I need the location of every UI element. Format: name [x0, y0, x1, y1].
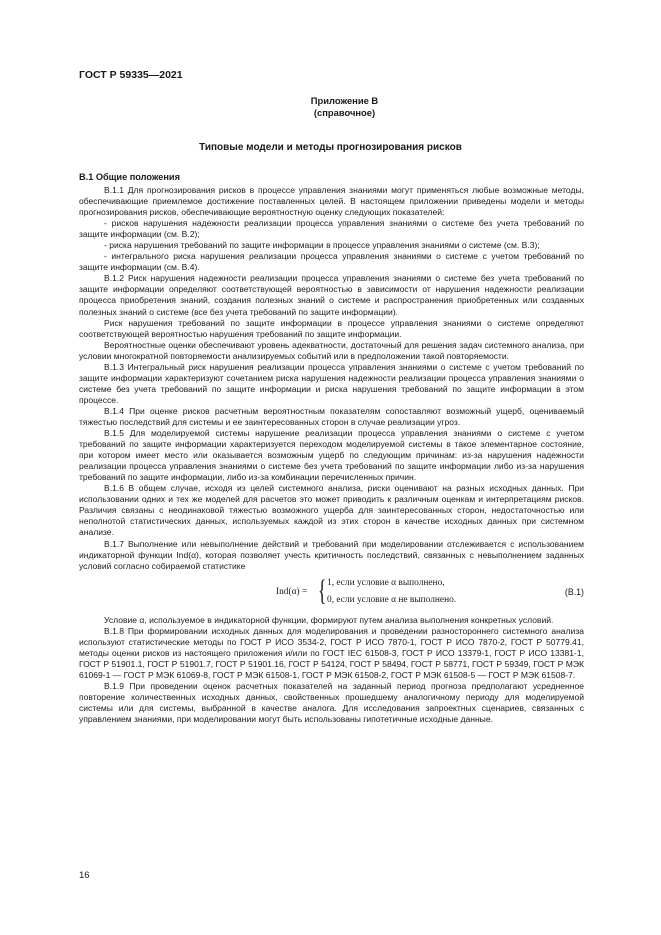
document-title: Типовые модели и методы прогнозирования рисков — [199, 142, 462, 153]
formula-case-2: 0, если условие α не выполнено. — [327, 594, 457, 605]
body-text — [79, 185, 584, 725]
paragraph: - риска нарушения требований по защите информации в процессе управления знаниями о системе (см. В.3); — [104, 240, 540, 251]
brace-icon: { — [317, 573, 327, 607]
paragraph: В.1.5 Для моделируемой системы нарушение реализации процесса управления знаниями о системе с учетом требований по защите информации характеризуется переходом моделируемой системы в такое элементарное состояние, при котором имеет место или оказывается возможным ущерб по следующим причинам: из-за нарушения надежности реализации процесса управления знаниями о системе без учета требований по защите информации либо из-за нарушения требований по защите информации, либо из-за комбинации перечисленных причин. — [79, 428, 584, 483]
paragraph: Условие α, используемое в индикаторной функции, формируют путем анализа выполнения конкретных условий. — [104, 614, 554, 625]
standard-header: ГОСТ Р 59335—2021 — [79, 69, 183, 81]
paragraph: В.1.1 Для прогнозирования рисков в процессе управления знаниями могут применяться любые возможные методы, обеспечивающие приемлемое достижение поставленных целей. В настоящем приложении приведены модели и методы прогнозирования рисков, обеспечивающие вероятностную оценку следующих показателей: — [79, 185, 584, 218]
paragraph: В.1.2 Риск нарушения надежности реализации процесса управления знаниями о системе без учета требований по защите информации определяют соответствующей вероятностью в зависимости от нарушения надежности реализации процесса приобретения знаний, создания полезных знаний о системе и распространения приобретенных или созданных полезных знаний о системе (все без учета требований по защите информации). — [79, 273, 584, 317]
formula-case-1: 1, если условие α выполнено, — [327, 577, 445, 588]
paragraph: В.1.7 Выполнение или невыполнение действий и требований при моделировании отслеживается с использованием индикаторной функции Ind(α), которая позволяет учесть критичность последствий, связанных с невыполнением заданных условий согласно собираемой статистике — [79, 538, 584, 571]
appendix-title: Приложение В — [310, 95, 379, 106]
paragraph: В.1.4 При оценке рисков расчетным вероятностным показателям сопоставляют возможный ущерб, оцениваемый тяжестью последствий для системы и ее заинтересованных сторон в случае реализации угроз. — [79, 405, 584, 427]
paragraph: - рисков нарушения надежности реализации процесса управления знаниями о системе без учета требований по защите информации (см. В.2); — [79, 218, 584, 240]
paragraph: В.1.9 При проведении оценок расчетных показателей на заданный период прогноза предполагают усредненное повторение количественных исходных данных, свойственных прошедшему аналогичному периоду для моделируемой системы или для системы, выбранной в качестве аналога. Для исследования запроектных сценариев, связанных с управлением знаниями, при моделировании могут быть использованы гипотетичные исходные данные. — [79, 680, 584, 725]
paragraph: - интегрального риска нарушения реализации процесса управления знаниями о системе с учетом требований по защите информации (см. В.4). — [79, 251, 584, 273]
paragraph: Риск нарушения требований по защите информации в процессе управления знаниями о системе определяют соответствующей вероятностью нарушения требований по защите информации. — [79, 317, 584, 339]
section-title: В.1 Общие положения — [79, 172, 180, 182]
paragraph: В.1.6 В общем случае, исходя из целей системного анализа, риски оценивают на разных исходных данных. При использовании одних и тех же моделей для расчетов это может приводить к различным оценкам и интерпретациям рисков. Различия связаны с неодинаковой тяжестью возможного ущерба для заинтересованных сторон, недостаточностью или неполнотой статистических данных, используемых каждой из этих сторон в качестве исходных данных при системном анализе. — [79, 483, 584, 538]
page-number: 16 — [79, 870, 90, 881]
appendix-heading — [0, 95, 661, 119]
appendix-subtitle: (справочное) — [313, 107, 376, 118]
formula-number: (В.1) — [564, 586, 584, 597]
formula-lhs: Ind(α) = — [276, 586, 308, 597]
paragraph: В.1.3 Интегральный риск нарушения реализации процесса управления знаниями о системе с учетом требований по защите информации характеризуют сочетанием риска нарушения надежности реализации процесса управления знаниями о системе без учета требований по защите информации и риска нарушения требований по защите информации в этом процессе. — [79, 361, 584, 405]
paragraph: Вероятностные оценки обеспечивают уровень адекватности, достаточный для решения задач системного анализа, при условии многократной повторяемости анализируемых событий или в предположении такой повторяемости. — [79, 339, 584, 361]
paragraph: В.1.8 При формировании исходных данных для моделирования и проведении разностороннего системного анализа используют статистические методы по ГОСТ Р ИСО 3534-2, ГОСТ Р ИСО 7870-1, ГОСТ Р ИСО 7870-2, ГОСТ Р 50779.41, методы оценки рисков из настоящего приложения и/или по ГОСТ IEC 61508-3, ГОСТ Р ИСО 13379-1, ГОСТ Р ИСО 13381-1, ГОСТ Р 51901.1, ГОСТ Р 51901.7, ГОСТ Р 51901.16, ГОСТ Р 54124, ГОСТ Р 58494, ГОСТ Р 58771, ГОСТ Р 59349, ГОСТ Р МЭК 61069-1 — ГОСТ Р МЭК 61069-8, ГОСТ Р МЭК 61508-1, ГОСТ Р МЭК 61508-2, ГОСТ Р МЭК 61508-5 — ГОСТ Р МЭК 61508-7. — [79, 625, 584, 680]
formula-b1 — [79, 573, 584, 612]
